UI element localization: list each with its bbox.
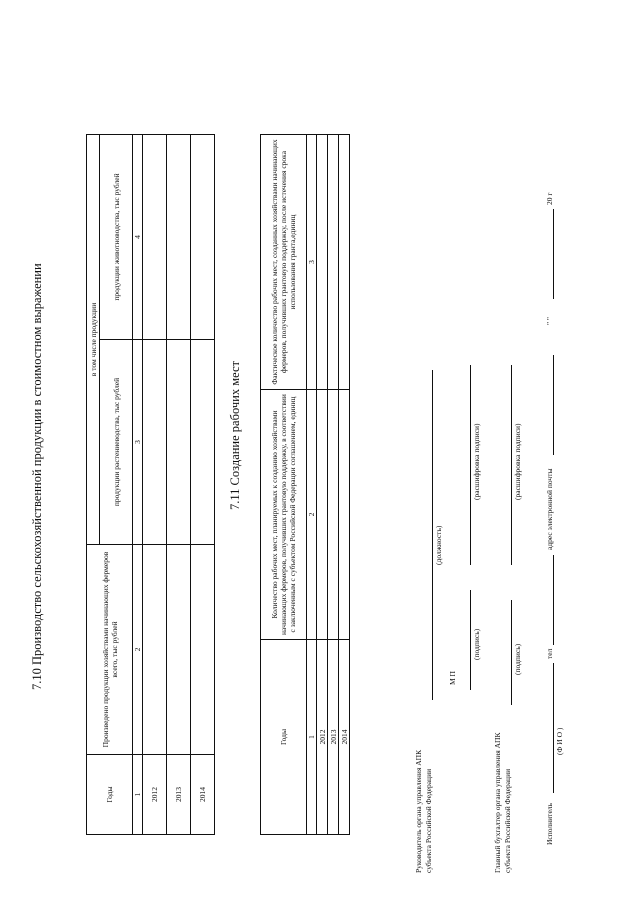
column-number: 2 [133,545,143,755]
table-row [143,135,167,835]
column-number: 3 [133,340,143,545]
head-decode-line [470,365,471,565]
header-years: Годы [261,640,307,835]
header-planned-jobs: Количество рабочих мест, планируемых к созданию хозяйствами начинающих фермеров, получивших грантовую поддержку, в соответствии с заключенным с субъектом Российской Федерации соглашением, единиц [261,390,307,640]
column-number: 2 [307,390,317,640]
table-row [339,135,350,835]
stamp-mark: М П [448,671,457,685]
header-years: Годы [87,755,133,835]
position-line [432,370,433,700]
date-quote: " " [545,317,554,325]
head-decode-caption: (расшифровка подписи) [472,423,481,500]
table-row [167,135,191,835]
accountant-decode-line [511,365,512,565]
header-livestock-production: продукции животноводства, тыс рублей [100,135,133,340]
header-total-production: Произведено продукции хозяйствами начинающих фермеров всего, тыс рублей [87,545,133,755]
column-number: 4 [133,135,143,340]
tel-label: тел [545,648,554,659]
head-signature-caption: (подпись) [472,628,481,660]
accountant-label-line1: Главный бухгалтер органа управления АПК [493,732,502,873]
production-table [86,134,215,835]
header-crop-production: продукции растениеводства, тыс рублей [100,340,133,545]
table-row [191,135,215,835]
accountant-decode-caption: (расшифровка подписи) [513,423,522,500]
head-label-line1: Руководитель органа управления АПК [414,749,423,873]
email-line [553,355,554,455]
head-label-line2: субъекта Российской Федерации [424,768,433,873]
email-label: адрес электронной почты [545,468,554,550]
date-year: 20 г [545,192,554,205]
accountant-signature-caption: (подпись) [513,643,522,675]
position-caption: (должность) [434,525,443,565]
year-cell: 2012 [143,755,167,835]
header-actual-jobs: Фактическое количество рабочих мест, созданных хозяйствами начинающих фермеров, получивших грантовую поддержку, после истечения срока использования гранта,единиц [261,135,307,390]
year-cell: 2012 [317,640,328,835]
accountant-signature-line [511,600,512,705]
year-cell: 2013 [167,755,191,835]
executor-label: Исполнитель [545,803,554,845]
head-signature-line [470,590,471,690]
column-number: 3 [307,135,317,390]
accountant-label-line2: субъекта Российской Федерации [503,768,512,873]
column-number: 1 [307,640,317,835]
year-cell: 2014 [339,640,350,835]
executor-name-line [553,663,554,793]
section-7-10-title: 7.10 Производство сельскохозяйственной продукции в стоимостном выражении [30,263,44,690]
year-cell: 2013 [328,640,339,835]
jobs-table [260,134,350,835]
fio-caption: (Ф И О ) [555,727,564,755]
table-row [328,135,339,835]
table-row [317,135,328,835]
header-including: в том числе продукции [87,135,100,545]
date-line [553,209,554,299]
section-7-11-title: 7.11 Создание рабочих мест [228,360,242,510]
tel-line [553,555,554,645]
column-number: 1 [133,755,143,835]
year-cell: 2014 [191,755,215,835]
